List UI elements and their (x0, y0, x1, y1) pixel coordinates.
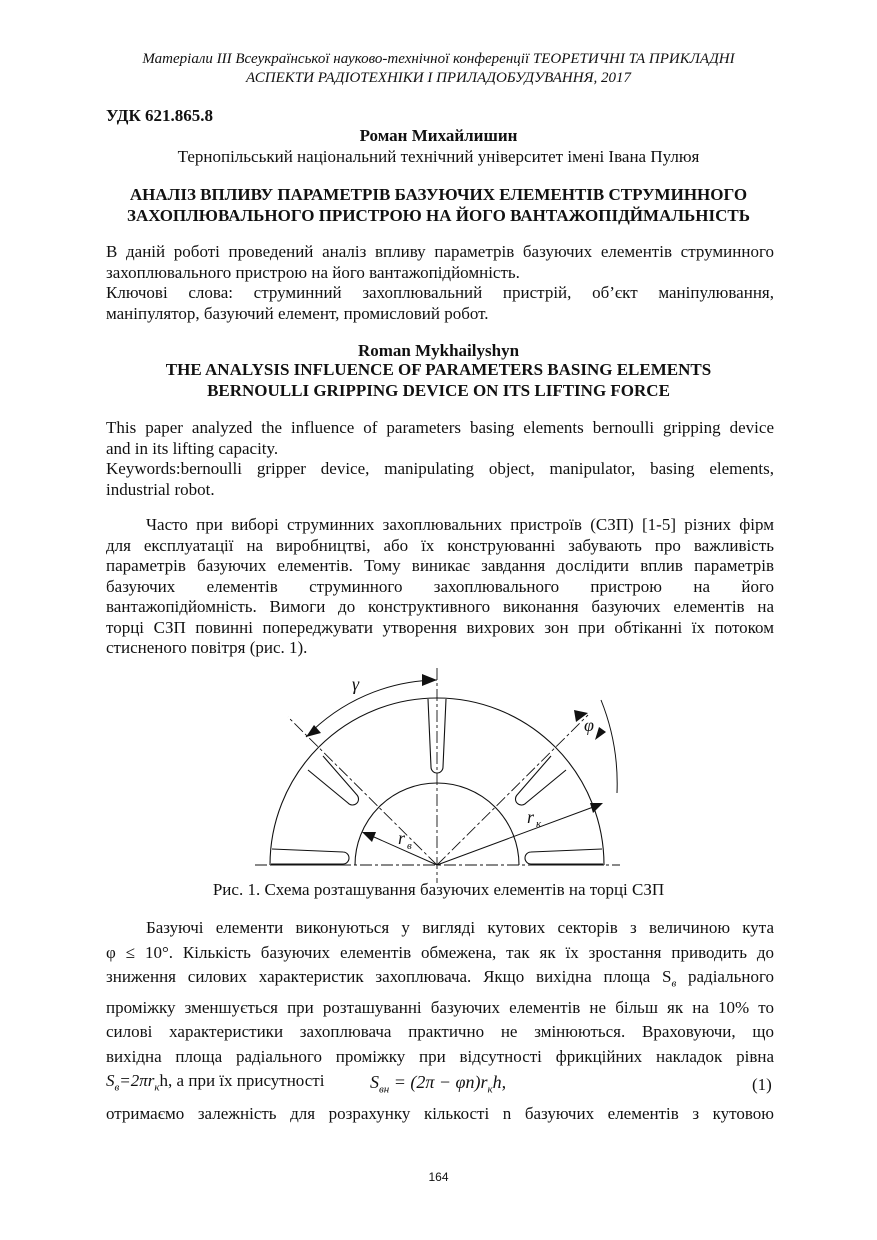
body2-line-6: вихідна площа радіального проміжку при відсутності фрикційних накладок рівна (106, 1046, 774, 1066)
rk-label: r (527, 807, 535, 827)
rv-label: r (398, 828, 406, 848)
author-ua: Роман Михайлишин (359, 126, 518, 145)
body1-line-6: торці СЗП повинні попереджувати утворення вихрових зон при обтіканні їх потоком (106, 617, 774, 637)
phi-arrow-bottom (595, 727, 606, 740)
body1-line-2: для експлуатації на виробництві, або їх конструюванні забувають про важливість (106, 535, 774, 555)
title-ua-line-2: ЗАХОПЛЮВАЛЬНОГО ПРИСТРОЮ НА ЙОГО ВАНТАЖОПІДЙМАЛЬНІСТЬ (127, 206, 750, 225)
body2-line-7: $S_в=2\pi r_кh$, а при їх присутності (106, 1071, 325, 1094)
phi-dimension-arc (601, 700, 617, 793)
formula-1: $S_{вн} = (2\pi - \varphi n)r_кh$, (370, 1072, 507, 1096)
body1-line-7: стисненого повітря (рис. 1). (106, 638, 308, 657)
rv-subscript: в (407, 840, 412, 852)
centerline-left (288, 717, 437, 865)
body1-line-5: вантажопідйомність. Вимоги до конструктивного виконання базуючих елементів на (106, 597, 774, 616)
slot-left (308, 756, 359, 805)
keywords-en-line-2: industrial robot. (106, 479, 215, 499)
body2-line-5: силові характеристики захоплювача практично не змінюються. Враховуючи, що (106, 1022, 774, 1042)
phi-label: φ (584, 715, 594, 735)
rk-arrow (590, 803, 603, 813)
slot-right (515, 756, 566, 805)
body2-line-4: проміжку зменшується при розташуванні базуючих елементів не більш як на 10% то (106, 997, 774, 1017)
rv-arrow (362, 832, 376, 842)
body1-line-3: параметрів базуючих елементів. Тому виникає завдання дослідити вплив параметрів (106, 556, 774, 575)
equation-number: (1) (752, 1075, 772, 1094)
header-line-1: Матеріали III Всеукраїнської науково-технічної конференції ТЕОРЕТИЧНІ ТА ПРИКЛАДНІ (142, 51, 735, 67)
author-en: Roman Mykhailyshyn (357, 341, 520, 360)
body2-line-3: зниження силових характеристик захоплювача. Якщо вихідна площа $S_в$ радіального (106, 967, 774, 990)
body1-line-4: базуючих елементів струминного захоплювального пристрою на його (106, 576, 774, 596)
gamma-label: γ (352, 674, 360, 694)
keywords-en-line-1: Keywords:bernoulli gripper device, manipulating object, manipulator, basing elements, (106, 459, 774, 478)
header-line-2: АСПЕКТИ РАДІОТЕХНІКИ І ПРИЛАДОБУДУВАННЯ, 2017 (246, 70, 631, 86)
title-en-line-2: BERNOULLI GRIPPING DEVICE ON ITS LIFTING FORCE (207, 381, 670, 400)
gamma-dimension-arc (306, 680, 437, 737)
title-ua-line-1: АНАЛІЗ ВПЛИВУ ПАРАМЕТРІВ БАЗУЮЧИХ ЕЛЕМЕНТІВ СТРУМИННОГО (129, 185, 748, 204)
rk-radius-line (437, 806, 596, 865)
body-paragraph-3 (106, 1104, 774, 1125)
abstract-en-line-1: This paper analyzed the influence of parameters basing elements bernoulli gripping device (106, 418, 774, 437)
rk-subscript: к (536, 818, 542, 830)
gamma-arrow-left (306, 725, 321, 737)
figure-caption: Рис. 1. Схема розташування базуючих елементів на торці СЗП (212, 880, 665, 899)
slot-base-right (525, 849, 603, 864)
gamma-arrow-right (422, 674, 437, 686)
abstract-ua-line-2: захоплювального пристрою на його вантажопідйомність. (106, 262, 520, 282)
body1-line-1: Часто при виборі струминних захоплювальних пристроїв (СЗП) [1-5] різних фірм (146, 515, 774, 534)
keywords-ua-line-1: Ключові слова: струминний захоплювальний пристрій, об’єкт маніпулювання, (106, 283, 774, 302)
centerline-right (437, 715, 588, 865)
slot-base-left (271, 849, 349, 864)
udk-code: УДК 621.865.8 (106, 106, 214, 125)
abstract-en-line-2: and in its lifting capacity. (106, 438, 279, 458)
abstract-ua-line-1: В даній роботі проведений аналіз впливу параметрів базуючих елементів струминного (106, 242, 774, 261)
body2-line-1: Базуючі елементи виконуються у вигляді кутових секторів з величиною кута (146, 918, 774, 937)
body2-line-2: φ ≤ 10°. Кількість базуючих елементів обмежена, так як їх зростання приводить до (106, 942, 774, 962)
title-en-line-1: THE ANALYSIS INFLUENCE OF PARAMETERS BASING ELEMENTS (165, 360, 712, 379)
affiliation: Тернопільський національний технічний університет імені Івана Пулюя (177, 147, 700, 166)
keywords-ua-line-2: маніпулятор, базуючий елемент, промисловий робот. (106, 303, 489, 323)
body3-line-1: отримаємо залежність для розрахунку кількості n базуючих елементів з кутовою (106, 1104, 774, 1123)
page-number: 164 (428, 1170, 449, 1184)
